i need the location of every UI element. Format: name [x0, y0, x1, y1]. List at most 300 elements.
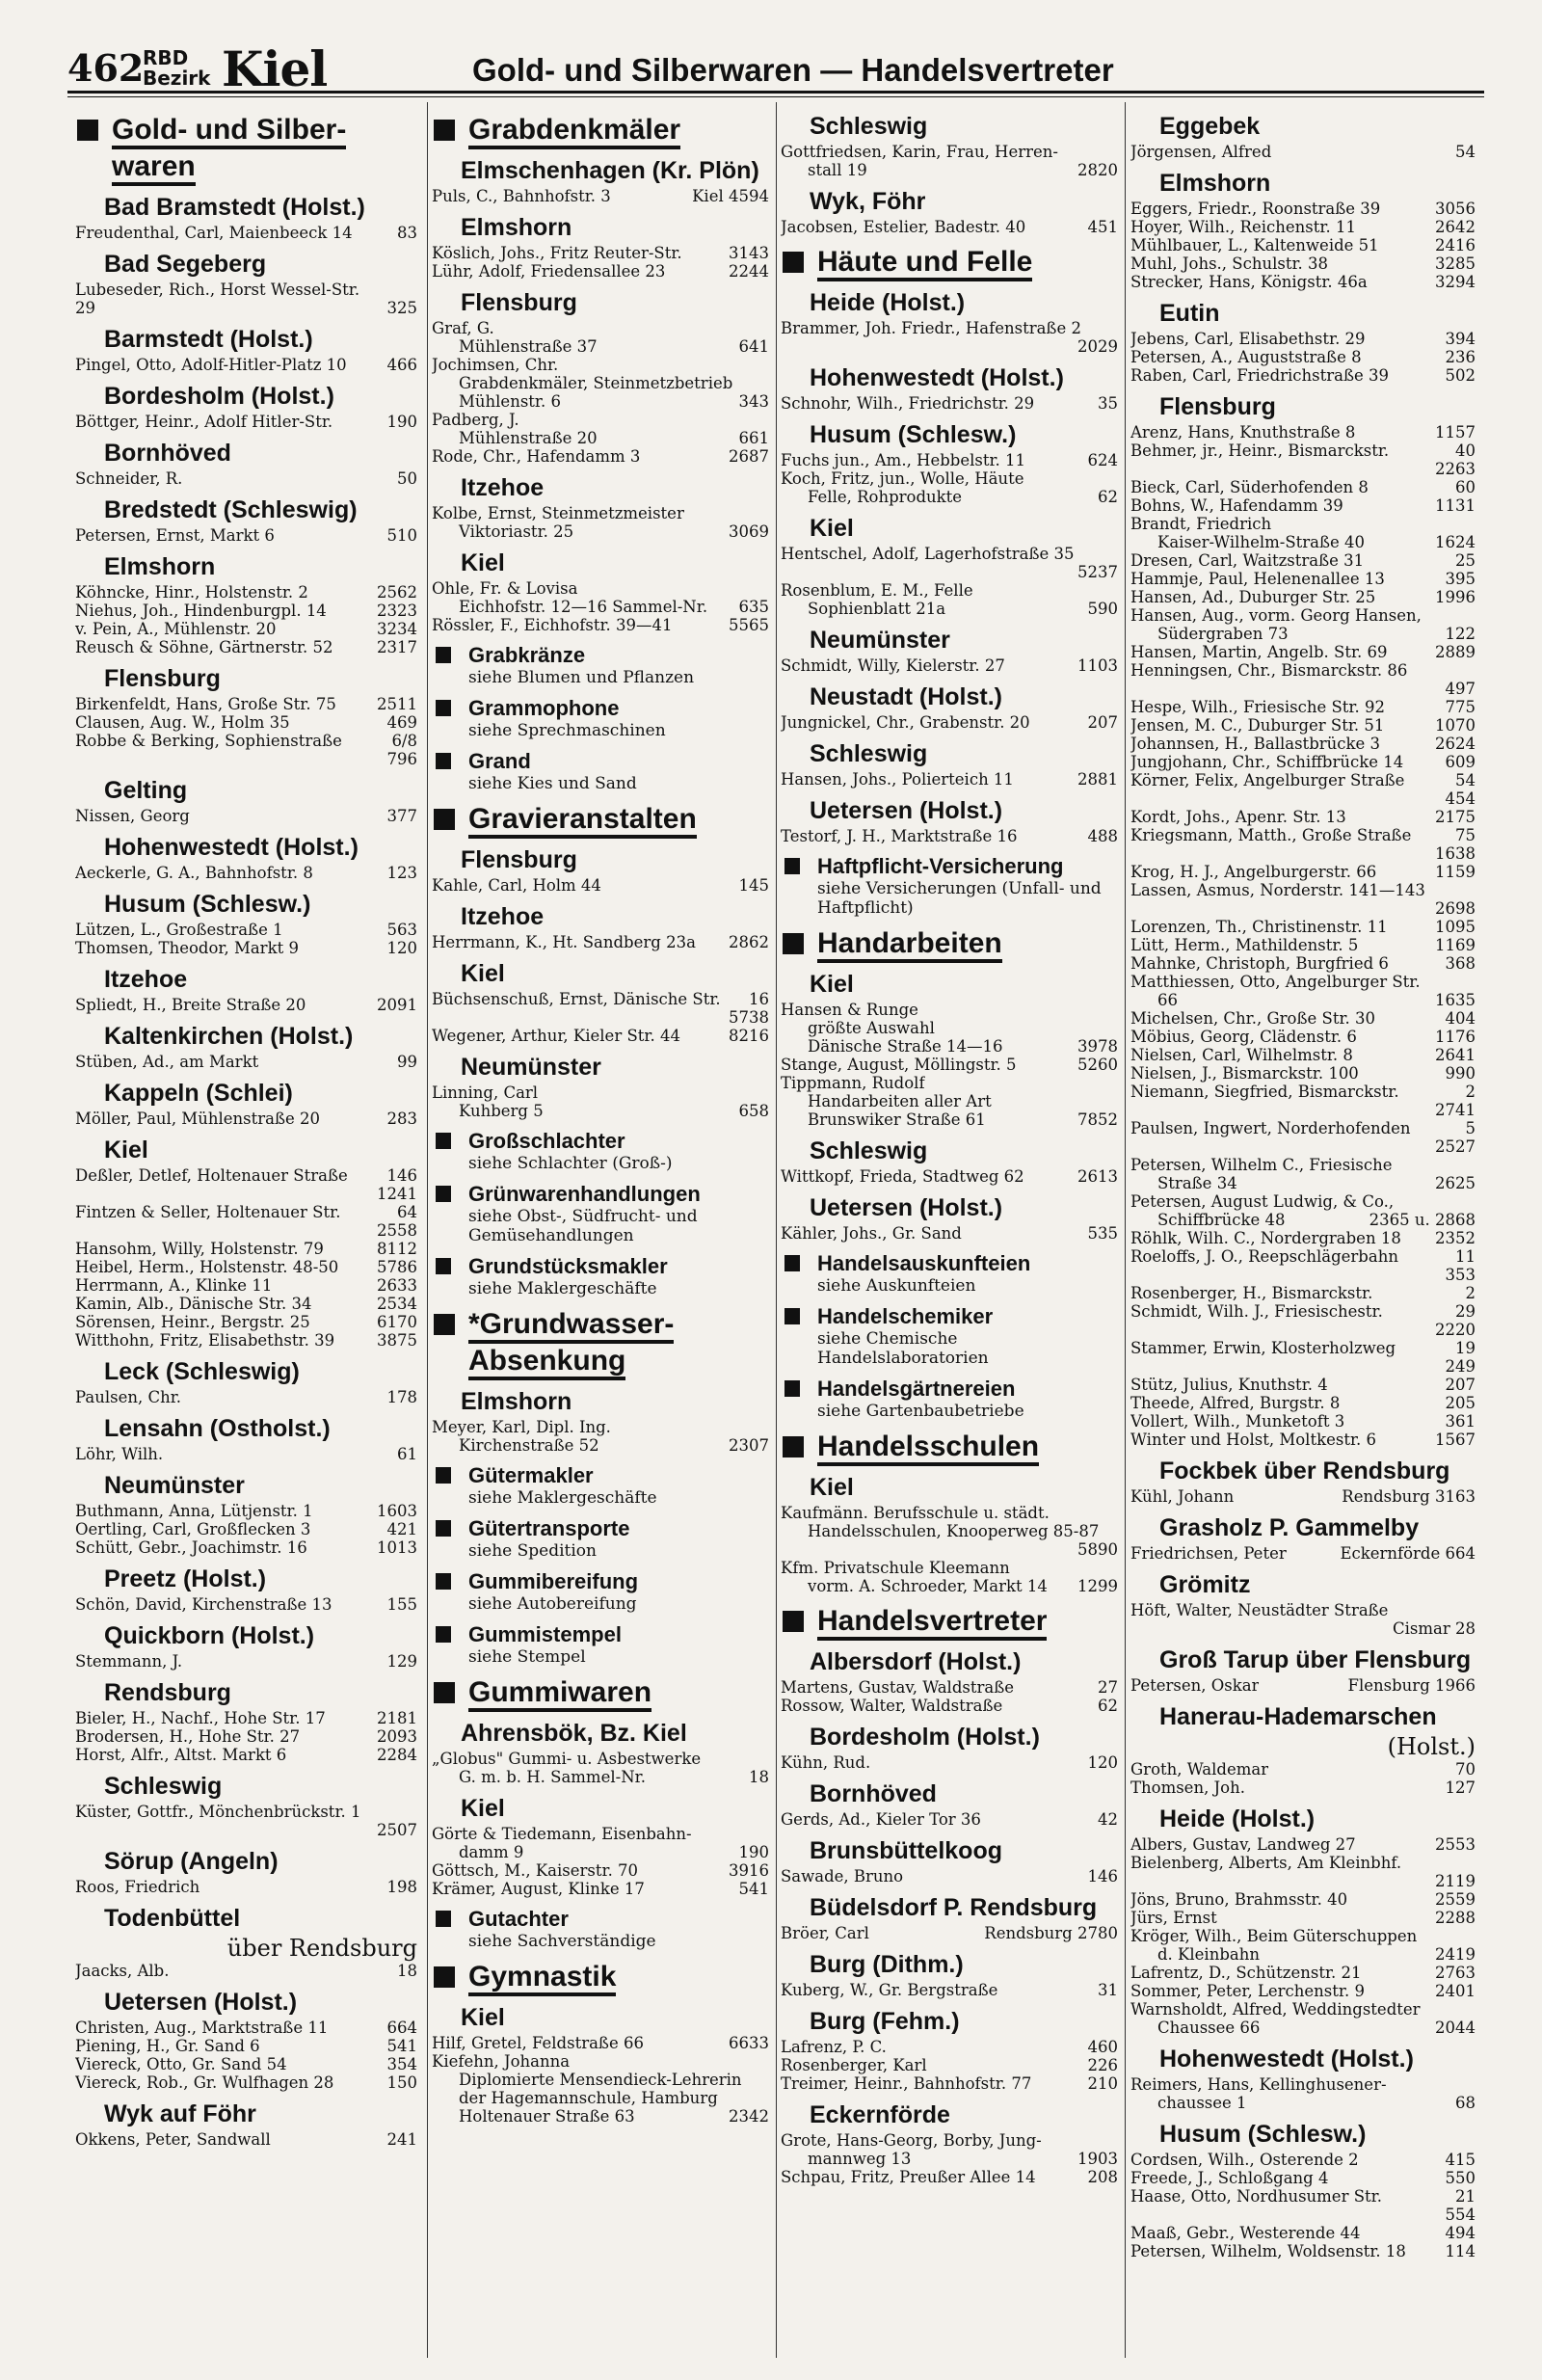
- entry-name: Behmer, jr., Heinr., Bismarckstr.: [1130, 441, 1390, 460]
- entry-phone: 70: [1455, 1760, 1476, 1778]
- square-bullet-icon: [434, 809, 455, 830]
- entry-phone: Cismar 28: [1393, 1619, 1476, 1638]
- entry-phone: [765, 356, 769, 374]
- entry-name: Buthmann, Anna, Lütjenstr. 1: [75, 1502, 313, 1520]
- square-bullet-icon: [784, 1255, 800, 1271]
- entry-phone: 2029: [1077, 337, 1118, 356]
- list-entry: [1130, 643, 1476, 661]
- entry-name: Witthohn, Fritz, Elisabethstr. 39: [75, 1331, 335, 1350]
- list-entry: [781, 1924, 1118, 1942]
- entry-phone: [1472, 1192, 1476, 1211]
- list-entry: [1130, 954, 1476, 973]
- entry-name: Oertling, Carl, Großflecken 3: [75, 1520, 311, 1538]
- entry-phone: 354: [386, 2055, 417, 2073]
- entry-phone: Eckernförde 664: [1340, 1544, 1476, 1563]
- entry-phone: 8216: [729, 1027, 769, 1045]
- place-heading: Schleswig: [104, 1773, 223, 1800]
- entry-name: Roos, Friedrich: [75, 1878, 200, 1896]
- list-entry: [1130, 1927, 1476, 1945]
- entry-phone: Flensburg 1966: [1347, 1676, 1476, 1695]
- column-3: [781, 104, 1118, 2355]
- entry-phone: [1472, 515, 1476, 533]
- entry-name: Piening, H., Gr. Sand 6: [75, 2037, 260, 2055]
- entry-name: vorm. A. Schroeder, Markt 14: [808, 1577, 1048, 1595]
- list-entry: [1130, 1174, 1476, 1192]
- place-heading: Hohenwestedt (Holst.): [1159, 2046, 1414, 2072]
- column-divider: [776, 102, 777, 2358]
- list-entry: [1130, 478, 1476, 496]
- category-title: Grabkränze: [468, 643, 586, 667]
- entry-phone: 2181: [377, 1709, 417, 1727]
- entry-name: Sörensen, Heinr., Bergstr. 25: [75, 1313, 310, 1331]
- list-entry: [432, 1825, 769, 1843]
- place-heading: Husum (Schlesw.): [810, 421, 1017, 448]
- entry-phone: [413, 281, 417, 299]
- entry-name: Matthiessen, Otto, Angelburger Str.: [1130, 973, 1421, 991]
- entry-phone: 2175: [1435, 808, 1476, 826]
- list-entry: [75, 1520, 417, 1538]
- entry-phone: [1472, 2075, 1476, 2094]
- entry-phone: 2416: [1435, 236, 1476, 254]
- list-entry: [1130, 1266, 1476, 1284]
- entry-name: Stemmann, J.: [75, 1652, 183, 1671]
- list-entry: [1130, 1009, 1476, 1028]
- list-entry: [432, 429, 769, 447]
- square-bullet-icon: [434, 1682, 455, 1703]
- entry-name: Michelsen, Chr., Große Str. 30: [1130, 1009, 1376, 1028]
- entry-phone: 2862: [729, 933, 769, 951]
- place-heading: Kiel: [104, 1137, 148, 1163]
- entry-phone: 497: [1445, 680, 1476, 698]
- list-entry: [75, 469, 417, 488]
- entry-phone: 178: [386, 1388, 417, 1406]
- entry-phone: 5260: [1077, 1056, 1118, 1074]
- list-entry: [1130, 625, 1476, 643]
- entry-name: Rosenblum, E. M., Felle: [781, 581, 973, 600]
- entry-name: Haase, Otto, Nordhusumer Str.: [1130, 2187, 1382, 2206]
- entry-phone: [765, 504, 769, 522]
- place-heading: Neumünster: [461, 1054, 601, 1081]
- entry-phone: 31: [1098, 1981, 1118, 1999]
- list-entry: [1130, 1028, 1476, 1046]
- entry-phone: 2625: [1435, 1174, 1476, 1192]
- entry-name: Paulsen, Ingwert, Norderhofenden: [1130, 1119, 1411, 1137]
- list-entry: [781, 2074, 1118, 2093]
- entry-phone: [1114, 1019, 1118, 1037]
- place-heading: Grömitz: [1159, 1571, 1251, 1598]
- entry-phone: [1114, 1559, 1118, 1577]
- entry-name: Rössler, F., Eichhofstr. 39—41: [432, 616, 673, 634]
- entry-phone: 2559: [1435, 1890, 1476, 1909]
- entry-name: Strecker, Hans, Königstr. 46a: [1130, 273, 1368, 291]
- place-heading: Albersdorf (Holst.): [810, 1648, 1022, 1675]
- list-entry: [1130, 1835, 1476, 1854]
- entry-phone: 3056: [1435, 200, 1476, 218]
- entry-name: Rosenberger, H., Bismarckstr.: [1130, 1284, 1373, 1302]
- list-entry: [432, 1102, 769, 1120]
- entry-phone: 2263: [1435, 460, 1476, 478]
- entry-name: Röhlk, Wilh. C., Nordergraben 18: [1130, 1229, 1401, 1247]
- entry-phone: 454: [1445, 789, 1476, 808]
- list-entry: [75, 939, 417, 957]
- entry-phone: 2: [1465, 1083, 1476, 1101]
- entry-phone: 99: [397, 1053, 417, 1071]
- square-bullet-icon: [436, 1186, 451, 1202]
- place-heading: Ahrensbök, Bz. Kiel: [461, 1720, 687, 1747]
- entry-phone: [1472, 1927, 1476, 1945]
- place-heading: Leck (Schleswig): [104, 1358, 300, 1385]
- category-heading: [432, 1674, 769, 1711]
- list-entry: [781, 1224, 1118, 1243]
- list-entry: [75, 1652, 417, 1671]
- entry-name: Löhr, Wilh.: [75, 1445, 164, 1463]
- list-entry: [1130, 515, 1476, 533]
- entry-name: Stütz, Julius, Knuthstr. 4: [1130, 1376, 1328, 1394]
- entry-name: Sophienblatt 21a: [808, 600, 946, 618]
- entry-name: Jaacks, Alb.: [75, 1962, 170, 1980]
- list-entry: [75, 732, 417, 750]
- entry-phone: 122: [1445, 625, 1476, 643]
- list-entry: [432, 337, 769, 356]
- entry-phone: 1996: [1435, 588, 1476, 606]
- category-title: Gummistempel: [468, 1622, 622, 1646]
- entry-name: Stüben, Ad., am Markt: [75, 1053, 259, 1071]
- category-title: Großschlachter: [468, 1129, 625, 1153]
- entry-name: „Globus" Gummi- u. Asbestwerke: [432, 1750, 702, 1768]
- entry-phone: 2562: [377, 583, 417, 602]
- entry-name: chaussee 1: [1157, 2094, 1247, 2112]
- entry-name: Mühlbauer, L., Kaltenweide 51: [1130, 236, 1379, 254]
- entry-name: Hansen, Johs., Polierteich 11: [781, 770, 1014, 789]
- entry-name: Henningsen, Chr., Bismarckstr. 86: [1130, 661, 1408, 680]
- category-heading: [432, 1182, 769, 1207]
- place-heading: Quickborn (Holst.): [104, 1622, 315, 1649]
- list-entry: [1130, 1431, 1476, 1449]
- entry-name: Jörgensen, Alfred: [1130, 143, 1272, 161]
- list-entry: [1130, 918, 1476, 936]
- list-entry: [781, 563, 1118, 581]
- list-entry: [75, 413, 417, 431]
- list-entry: [75, 1221, 417, 1240]
- list-entry: [75, 750, 417, 768]
- list-entry: [75, 1388, 417, 1406]
- place-heading: Bad Segeberg: [104, 251, 267, 278]
- entry-name: Köslich, Johs., Fritz Reuter-Str.: [432, 244, 682, 262]
- entry-phone: 54: [1455, 143, 1476, 161]
- place-heading: Eggebek: [1159, 113, 1261, 140]
- entry-name: Görte & Tiedemann, Eisenbahn-: [432, 1825, 692, 1843]
- place-note: (Holst.): [1387, 1733, 1476, 1760]
- list-entry: [432, 1436, 769, 1455]
- square-bullet-icon: [784, 858, 800, 874]
- entry-phone: 62: [1098, 488, 1118, 506]
- cross-reference: siehe Kies und Sand: [468, 774, 637, 793]
- entry-name: Cordsen, Wilh., Osterende 2: [1130, 2151, 1359, 2169]
- list-entry: [781, 1001, 1118, 1019]
- entry-name: Kuberg, W., Gr. Bergstraße: [781, 1981, 998, 1999]
- entry-phone: 494: [1445, 2224, 1476, 2242]
- entry-name: Warnsholdt, Alfred, Weddingstedter: [1130, 2000, 1421, 2019]
- entry-name: stall 19: [808, 161, 867, 179]
- list-entry: [432, 262, 769, 281]
- entry-name: Jensen, M. C., Duburger Str. 51: [1130, 716, 1385, 735]
- list-entry: [1130, 2169, 1476, 2187]
- list-entry: [75, 2019, 417, 2037]
- entry-phone: 18: [397, 1962, 417, 1980]
- entry-phone: 226: [1087, 2056, 1118, 2074]
- list-entry: [781, 600, 1118, 618]
- entry-phone: 6/8: [391, 732, 417, 750]
- entry-name: Holtenauer Straße 63: [459, 2107, 635, 2126]
- list-entry: [1130, 753, 1476, 771]
- entry-phone: 50: [397, 469, 417, 488]
- entry-name: Reimers, Hans, Kellinghusener-: [1130, 2075, 1387, 2094]
- entry-name: Treimer, Heinr., Bahnhofstr. 77: [781, 2074, 1032, 2093]
- square-bullet-icon: [783, 1611, 804, 1632]
- entry-name: Schnohr, Wilh., Friedrichstr. 29: [781, 394, 1035, 413]
- place-heading: Lensahn (Ostholst.): [104, 1415, 331, 1442]
- entry-phone: 11: [1455, 1247, 1476, 1266]
- entry-name: Rode, Chr., Hafendamm 3: [432, 447, 641, 466]
- place-heading: Bad Bramstedt (Holst.): [104, 194, 365, 221]
- list-entry: [1130, 661, 1476, 680]
- square-bullet-icon: [436, 1258, 451, 1274]
- category-title: Gymnastik: [468, 1961, 616, 1996]
- list-entry: [1130, 1119, 1476, 1137]
- entry-phone: 5: [1465, 1119, 1476, 1137]
- entry-name: Nissen, Georg: [75, 807, 190, 825]
- category-heading: [781, 925, 1118, 962]
- entry-phone: 207: [1445, 1376, 1476, 1394]
- place-heading: Fockbek über Rendsburg: [1159, 1457, 1450, 1484]
- category-heading: [432, 1907, 769, 1932]
- list-entry: [1130, 680, 1476, 698]
- list-entry: [432, 933, 769, 951]
- list-entry: [75, 1185, 417, 1203]
- entry-phone: 2091: [377, 996, 417, 1014]
- list-entry: [781, 1074, 1118, 1092]
- entry-phone: 2511: [377, 695, 417, 713]
- entry-name: Schön, David, Kirchenstraße 13: [75, 1595, 332, 1614]
- square-bullet-icon: [77, 120, 98, 141]
- entry-phone: 775: [1445, 698, 1476, 716]
- entry-phone: 40: [1455, 441, 1476, 460]
- entry-phone: 2881: [1077, 770, 1118, 789]
- category-heading: [781, 1429, 1118, 1465]
- rbd-label: [143, 48, 210, 89]
- entry-phone: 61: [397, 1445, 417, 1463]
- entry-name: Felle, Rohprodukte: [808, 488, 963, 506]
- list-entry: [75, 356, 417, 374]
- category-title: Handelsgärtnereien: [817, 1377, 1016, 1401]
- entry-name: Mühlenstraße 20: [459, 429, 598, 447]
- list-entry: [432, 356, 769, 374]
- place-heading: Neumünster: [104, 1472, 245, 1499]
- place-heading: Büdelsdorf P. Rendsburg: [810, 1894, 1098, 1921]
- category-title: Gold- und Silber-waren: [112, 114, 346, 186]
- entry-phone: 394: [1445, 330, 1476, 348]
- category-title: Gütertransporte: [468, 1516, 630, 1540]
- entry-phone: 1103: [1077, 656, 1118, 675]
- place-heading: Itzehoe: [104, 966, 188, 993]
- entry-name: Vollert, Wilh., Munketoft 3: [1130, 1412, 1345, 1431]
- list-entry: [1130, 1229, 1476, 1247]
- entry-phone: 190: [386, 413, 417, 431]
- entry-phone: 541: [386, 2037, 417, 2055]
- entry-phone: 377: [386, 807, 417, 825]
- entry-phone: [765, 2089, 769, 2107]
- entry-phone: 2507: [377, 1821, 417, 1839]
- entry-phone: [1114, 143, 1118, 161]
- entry-phone: 6170: [377, 1313, 417, 1331]
- entry-phone: [1114, 1504, 1118, 1522]
- category-heading: [781, 1304, 1118, 1329]
- entry-phone: [1114, 581, 1118, 600]
- entry-name: Fintzen & Seller, Holtenauer Str.: [75, 1203, 341, 1221]
- entry-phone: 146: [386, 1166, 417, 1185]
- entry-phone: 42: [1098, 1810, 1118, 1829]
- entry-name: Mahnke, Christoph, Burgfried 6: [1130, 954, 1389, 973]
- entry-name: Herrmann, A., Klinke 11: [75, 1276, 273, 1295]
- place-heading: Hohenwestedt (Holst.): [104, 834, 359, 861]
- list-entry: [432, 2071, 769, 2089]
- entry-phone: 54: [1455, 771, 1476, 789]
- square-bullet-icon: [436, 1133, 451, 1149]
- entry-phone: 421: [386, 1520, 417, 1538]
- square-bullet-icon: [436, 1626, 451, 1643]
- list-entry: [781, 2038, 1118, 2056]
- square-bullet-icon: [436, 700, 451, 716]
- entry-name: Nielsen, J., Bismarckstr. 100: [1130, 1064, 1359, 1083]
- list-entry: [432, 1843, 769, 1861]
- entry-name: Dresen, Carl, Waitzstraße 31: [1130, 551, 1365, 570]
- place-heading: Bornhöved: [810, 1780, 937, 1807]
- place-heading: Burg (Fehm.): [810, 2008, 960, 2035]
- entry-name: Kuhberg 5: [459, 1102, 544, 1120]
- list-entry: [75, 1821, 417, 1839]
- entry-name: Kolbe, Ernst, Steinmetzmeister: [432, 504, 684, 522]
- category-heading: [432, 749, 769, 774]
- entry-name: Büchsenschuß, Ernst, Dänische Str.: [432, 990, 721, 1008]
- entry-phone: 990: [1445, 1064, 1476, 1083]
- entry-phone: 541: [738, 1880, 769, 1898]
- entry-phone: 353: [1445, 1266, 1476, 1284]
- place-heading: Elmschenhagen (Kr. Plön): [461, 157, 759, 184]
- entry-phone: 2763: [1435, 1964, 1476, 1982]
- entry-phone: 1903: [1077, 2150, 1118, 2168]
- entry-name: Niehus, Joh., Hindenburgpl. 14: [75, 602, 327, 620]
- list-entry: [781, 1037, 1118, 1056]
- place-heading: Kiel: [461, 549, 505, 576]
- entry-name: Kordt, Johs., Apenr. Str. 13: [1130, 808, 1346, 826]
- entry-name: Brunswiker Straße 61: [808, 1110, 986, 1129]
- list-entry: [1130, 789, 1476, 808]
- list-entry: [1130, 200, 1476, 218]
- entry-name: Straße 34: [1157, 1174, 1237, 1192]
- category-title: Handarbeiten: [817, 927, 1002, 963]
- entry-phone: [1114, 1074, 1118, 1092]
- list-entry: [75, 2037, 417, 2055]
- entry-phone: 210: [1087, 2074, 1118, 2093]
- entry-name: Viereck, Rob., Gr. Wulfhagen 28: [75, 2073, 334, 2092]
- entry-phone: [1114, 545, 1118, 563]
- list-entry: [75, 224, 417, 242]
- list-entry: [781, 469, 1118, 488]
- entry-phone: 510: [386, 526, 417, 545]
- entry-phone: 368: [1445, 954, 1476, 973]
- entry-name: Handarbeiten aller Art: [808, 1092, 992, 1110]
- entry-name: Graf, G.: [432, 319, 494, 337]
- list-entry: [1130, 771, 1476, 789]
- entry-name: Mühlenstr. 6: [459, 392, 561, 411]
- list-entry: [75, 1203, 417, 1221]
- category-heading: [432, 801, 769, 838]
- entry-phone: [1114, 1092, 1118, 1110]
- entry-phone: 2558: [377, 1221, 417, 1240]
- entry-name: Krog, H. J., Angelburgerstr. 66: [1130, 863, 1377, 881]
- entry-name: Lützen, L., Großestraße 1: [75, 921, 283, 939]
- entry-phone: 190: [738, 1843, 769, 1861]
- list-entry: [1130, 1487, 1476, 1506]
- entry-phone: 466: [386, 356, 417, 374]
- entry-phone: 75: [1455, 826, 1476, 844]
- entry-name: Petersen, Wilhelm C., Friesische: [1130, 1156, 1393, 1174]
- list-entry: [1130, 735, 1476, 753]
- square-bullet-icon: [436, 753, 451, 769]
- entry-name: Gerds, Ad., Kieler Tor 36: [781, 1810, 981, 1829]
- entry-name: Lorenzen, Th., Christinenstr. 11: [1130, 918, 1388, 936]
- entry-phone: 127: [1445, 1778, 1476, 1797]
- cross-reference: siehe Versicherungen (Unfall- und Haftpflicht): [817, 879, 1102, 918]
- entry-phone: 3234: [377, 620, 417, 638]
- list-entry: [1130, 863, 1476, 881]
- entry-name: Hammje, Paul, Helenenallee 13: [1130, 570, 1385, 588]
- cross-reference: siehe Spedition: [468, 1541, 597, 1561]
- entry-phone: 535: [1087, 1224, 1118, 1243]
- entry-name: damm 9: [459, 1843, 524, 1861]
- place-heading: Kaltenkirchen (Holst.): [104, 1023, 354, 1050]
- list-entry: [75, 864, 417, 882]
- entry-name: Tippmann, Rudolf: [781, 1074, 925, 1092]
- category-heading: [781, 1251, 1118, 1276]
- place-heading: Kiel: [810, 515, 854, 542]
- entry-phone: [1472, 1156, 1476, 1174]
- entry-phone: 5565: [729, 616, 769, 634]
- entry-phone: [765, 1750, 769, 1768]
- entry-phone: 635: [738, 598, 769, 616]
- list-entry: [75, 1295, 417, 1313]
- list-entry: [781, 1981, 1118, 1999]
- entry-name: Reusch & Söhne, Gärtnerstr. 52: [75, 638, 333, 656]
- entry-name: Nielsen, Carl, Wilhelmstr. 8: [1130, 1046, 1353, 1064]
- entry-name: Gottfriedsen, Karin, Frau, Herren-: [781, 143, 1058, 161]
- category-heading: [432, 1959, 769, 1995]
- list-entry: [75, 638, 417, 656]
- entry-phone: 2889: [1435, 643, 1476, 661]
- entry-phone: 2687: [729, 447, 769, 466]
- entry-phone: 395: [1445, 570, 1476, 588]
- entry-name: Schmidt, Willy, Kielerstr. 27: [781, 656, 1005, 675]
- list-entry: [75, 1502, 417, 1520]
- list-entry: [432, 1768, 769, 1786]
- entry-phone: [765, 2071, 769, 2089]
- list-entry: [75, 281, 417, 299]
- list-entry: [1130, 496, 1476, 515]
- entry-name: Kröger, Wilh., Beim Güterschuppen: [1130, 1927, 1418, 1945]
- place-heading: Barmstedt (Holst.): [104, 326, 313, 353]
- list-entry: [781, 2168, 1118, 2186]
- entry-name: Hansohm, Willy, Holstenstr. 79: [75, 1240, 324, 1258]
